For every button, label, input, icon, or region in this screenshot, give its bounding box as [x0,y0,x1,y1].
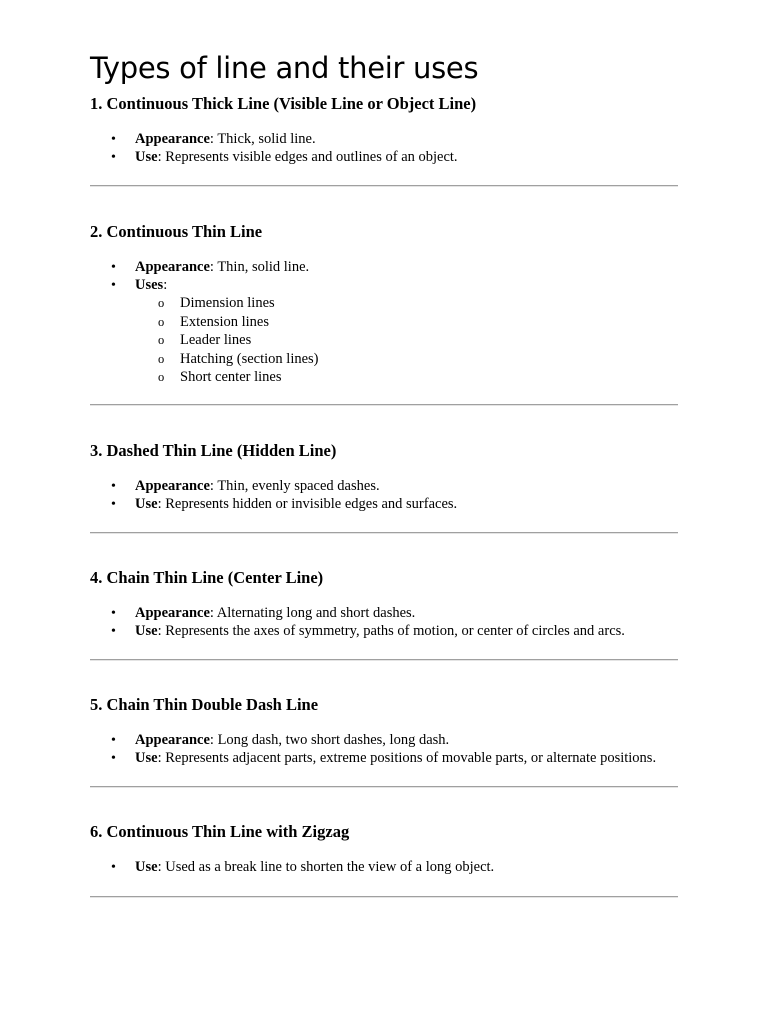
page-title: Types of line and their uses [90,51,479,85]
item-text: : Thick, solid line. [209,131,316,147]
item-text: : Alternating long and short dashes. [209,605,416,621]
sub-item-text: Dimension lines [180,295,275,311]
list-item [90,478,457,496]
bullet-icon: • [111,132,116,147]
horizontal-rule [90,532,678,534]
section-continuous-thin-line-zigzag [90,822,678,842]
bullet-icon: • [111,277,116,293]
circle-bullet-icon: o [158,370,165,384]
list-item [90,732,656,750]
bullet-list [90,605,625,640]
sub-item-text: Leader lines [180,332,252,348]
horizontal-rule [90,786,678,788]
sub-list-item [135,331,319,350]
section-chain-thin-line [90,568,678,588]
sub-item-text: Hatching (section lines) [180,350,319,367]
item-text: : Thin, evenly spaced dashes. [209,478,380,494]
section-heading: 2. Continuous Thin Line [90,222,263,241]
bullet-list [90,131,458,166]
section-chain-thin-double-dash-line [90,695,678,715]
bullet-icon: • [111,479,116,494]
section-heading: 6. Continuous Thin Line with Zigzag [90,822,350,841]
bullet-list [90,732,656,767]
sub-list-item [135,368,319,387]
list-item [90,149,458,167]
sub-item-text: Extension lines [180,313,270,330]
item-text: : Long dash, two short dashes, long dash. [209,732,450,748]
item-term: Use [135,148,158,165]
bullet-icon: • [111,606,116,621]
item-text: : Represents adjacent parts, extreme positions of movable parts, or alternate positions. [157,749,657,766]
bullet-icon: • [111,496,116,512]
circle-bullet-icon: o [158,296,165,310]
item-text: : Thin, solid line. [209,259,310,275]
item-term: Appearance [135,259,210,275]
list-item [90,496,457,514]
section-dashed-thin-line [90,441,678,461]
horizontal-rule [90,185,678,187]
list-item [90,277,319,387]
list-item [90,259,319,277]
section-continuous-thick-line [90,94,678,114]
section-heading: 1. Continuous Thick Line (Visible Line or Object Line) [90,94,477,113]
item-term: Appearance [135,478,210,494]
item-term: Use [135,495,158,512]
list-item [90,623,625,641]
section-heading: 3. Dashed Thin Line (Hidden Line) [90,441,337,460]
sub-item-text: Short center lines [180,369,282,385]
bullet-icon: • [111,750,116,766]
sub-list-item [135,313,319,332]
horizontal-rule [90,896,678,898]
item-text: : [163,276,168,293]
item-text: : Represents visible edges and outlines of an object. [157,148,458,165]
item-term: Appearance [135,605,210,621]
bullet-list [90,859,494,877]
bullet-icon: • [111,733,116,748]
section-heading: 4. Chain Thin Line (Center Line) [90,568,324,587]
list-item [90,605,625,623]
bullet-list [90,478,457,513]
item-term: Appearance [135,732,210,748]
item-text: : Represents the axes of symmetry, paths of motion, or center of circles and arcs. [157,622,625,639]
bullet-icon: • [111,260,116,275]
circle-bullet-icon: o [158,351,165,366]
list-item [90,859,494,877]
bullet-icon: • [111,623,116,639]
circle-bullet-icon: o [158,333,165,347]
sub-list [135,294,319,387]
circle-bullet-icon: o [158,314,165,329]
item-term: Uses [135,276,164,293]
bullet-icon: • [111,860,116,875]
horizontal-rule [90,404,678,406]
bullet-list [90,259,319,387]
item-term: Use [135,749,158,766]
bullet-icon: • [111,149,116,165]
list-item [90,750,656,768]
list-item [90,131,458,149]
item-term: Use [135,859,158,875]
sub-list-item [135,294,319,313]
section-continuous-thin-line [90,222,678,242]
section-heading: 5. Chain Thin Double Dash Line [90,695,319,714]
horizontal-rule [90,659,678,661]
item-text: : Used as a break line to shorten the view of a long object. [157,859,495,875]
item-term: Use [135,622,158,639]
item-text: : Represents hidden or invisible edges and surfaces. [157,495,458,512]
sub-list-item [135,350,319,369]
item-term: Appearance [135,131,210,147]
